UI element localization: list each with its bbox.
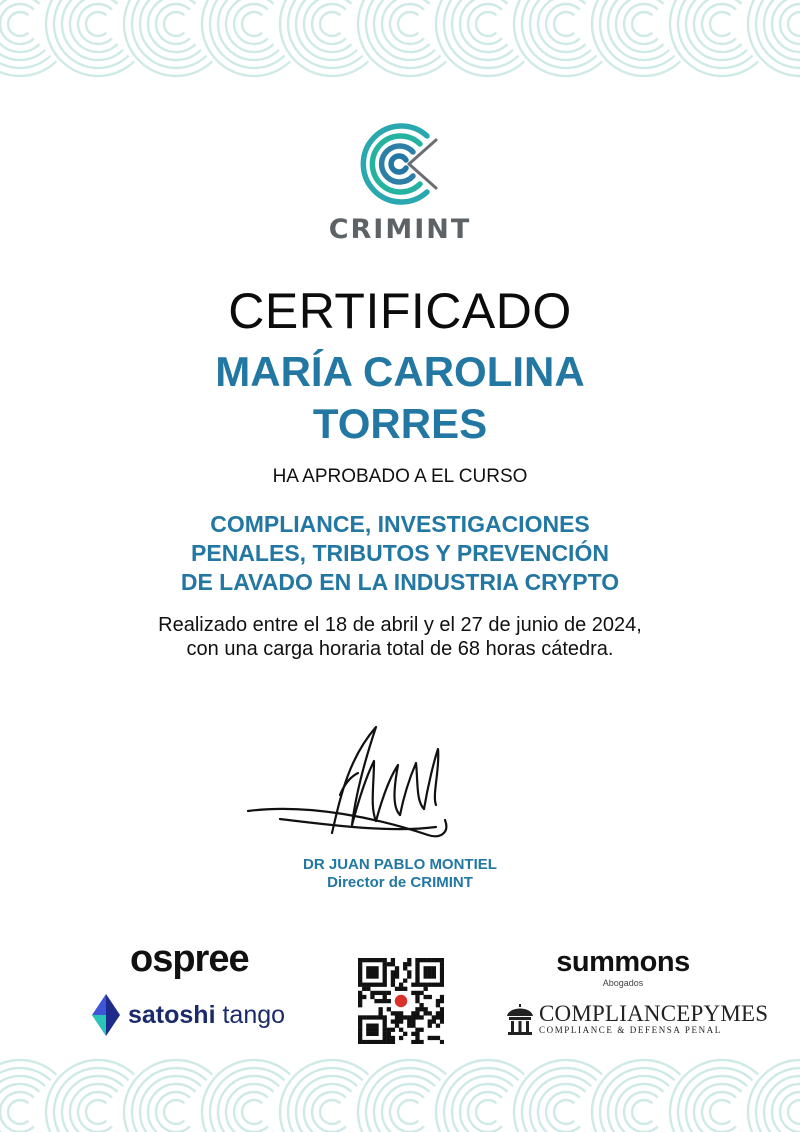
summons-subtitle: Abogados bbox=[602, 978, 644, 988]
satoshi-tango-wordmark: satoshi tango bbox=[128, 1000, 286, 1029]
course-title-line: DE LAVADO EN LA INDUSTRIA CRYPTO bbox=[180, 569, 620, 595]
ospree-logo: ospree bbox=[130, 938, 249, 980]
handwritten-signature-icon bbox=[240, 715, 460, 845]
course-title-line: PENALES, TRIBUTOS Y PREVENCIÓN bbox=[191, 540, 609, 566]
course-hours: con una carga horaria total de 68 horas cátedra. bbox=[186, 638, 614, 660]
satoshi-tango-logo bbox=[92, 994, 285, 1036]
course-title-line: COMPLIANCE, INVESTIGACIONES bbox=[210, 511, 590, 537]
signer-name: DR JUAN PABLO MONTIEL bbox=[303, 856, 497, 873]
compliance-pymes-wordmark: COMPLIANCEPYMES COMPLIANCE & DEFENSA PENAL bbox=[539, 1001, 769, 1035]
course-title bbox=[0, 510, 800, 597]
qr-code bbox=[358, 958, 444, 1049]
certificate-title: CERTIFICADO bbox=[228, 283, 572, 339]
signer-block bbox=[0, 856, 800, 892]
approval-statement: HA APROBADO A EL CURSO bbox=[272, 466, 528, 487]
crimint-c-logo-icon bbox=[357, 118, 443, 210]
umbrella-building-icon bbox=[505, 1002, 535, 1036]
brand-name: CRIMINT bbox=[328, 214, 472, 245]
satoshi-tango-icon bbox=[92, 994, 120, 1036]
compliance-pymes-logo bbox=[505, 1002, 768, 1036]
summons-logo bbox=[540, 946, 706, 988]
qr-code-icon bbox=[358, 958, 444, 1044]
summons-wordmark: summons bbox=[556, 946, 690, 978]
signer-role: Director de CRIMINT bbox=[327, 874, 473, 891]
recipient-name-line: TORRES bbox=[312, 400, 488, 447]
decorative-pattern-bottom bbox=[0, 1052, 800, 1132]
course-dates: Realizado entre el 18 de abril y el 27 de junio de 2024, bbox=[158, 614, 642, 636]
signature bbox=[240, 715, 460, 850]
recipient-name bbox=[0, 346, 800, 450]
recipient-name-line: MARÍA CAROLINA bbox=[215, 348, 585, 395]
course-details bbox=[0, 613, 800, 661]
decorative-pattern-top bbox=[0, 0, 800, 80]
crimint-logo bbox=[0, 118, 800, 245]
